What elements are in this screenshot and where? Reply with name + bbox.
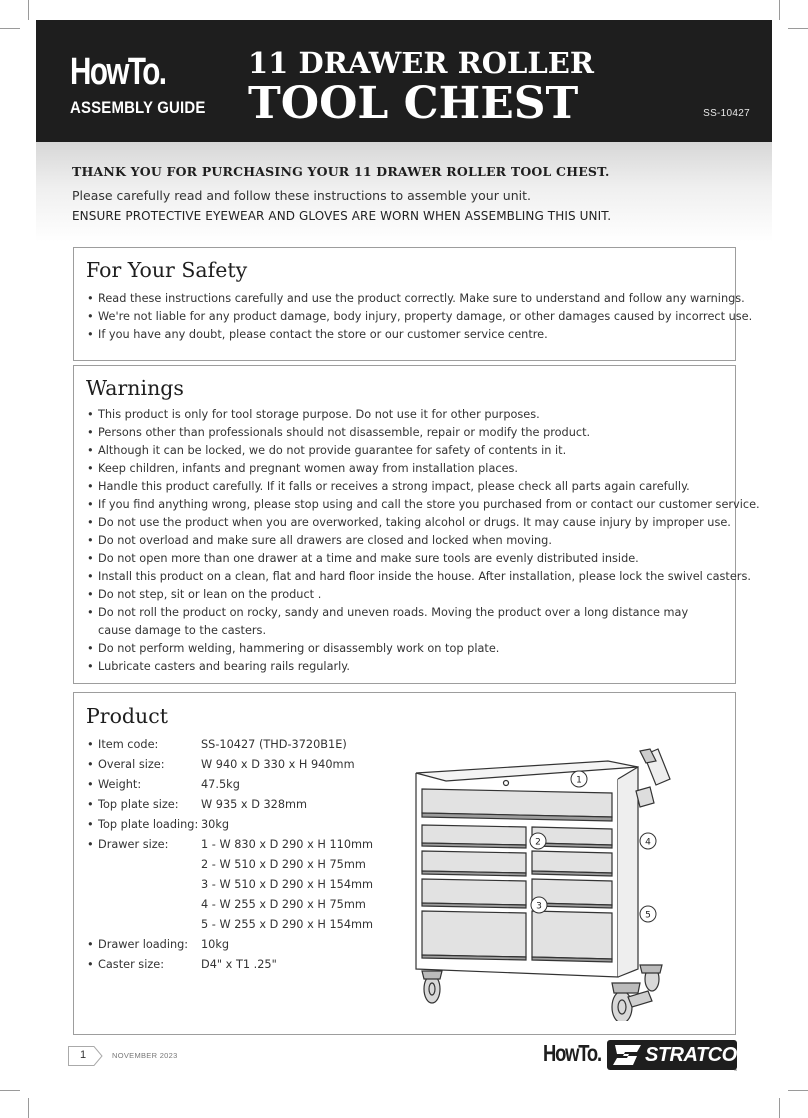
list-item: • Do not use the product when you are overworked, taking alcohol or drugs. It may cause injury by improper use. <box>87 514 760 532</box>
list-item: • Do not overload and make sure all drawers are closed and locked when moving. <box>87 532 760 550</box>
list-item: • If you find anything wrong, please stop using and call the store you purchased from or contact our customer service. <box>87 496 760 514</box>
crop-mark <box>779 1098 780 1118</box>
title-line-2: TOOL CHEST <box>248 78 579 129</box>
spec-value: 10kg <box>201 938 230 951</box>
crop-mark <box>28 1098 29 1118</box>
callout-1: 1 <box>576 775 582 786</box>
list-item: • If you have any doubt, please contact the store or our customer service centre. <box>87 326 752 344</box>
list-item: • This product is only for tool storage purpose. Do not use it for other purposes. <box>87 406 760 424</box>
spec-label: • Drawer loading: <box>98 938 188 951</box>
spec-row <box>87 738 387 758</box>
warnings-box <box>73 365 760 684</box>
spec-value: 5 - W 255 x D 290 x H 154mm <box>201 918 374 931</box>
spec-row-continued <box>87 918 387 938</box>
intro-section <box>72 164 752 223</box>
spec-row-continued <box>87 898 387 918</box>
list-item: • Do not perform welding, hammering or disassembly work on top plate. <box>87 640 760 658</box>
spec-row <box>87 838 387 858</box>
product-box <box>73 692 736 1035</box>
intro-warning: ENSURE PROTECTIVE EYEWEAR AND GLOVES ARE WORN WHEN ASSEMBLING THIS UNIT. <box>72 209 612 223</box>
spec-row <box>87 758 387 778</box>
crop-mark <box>0 1090 20 1091</box>
spec-label: • Overal size: <box>98 758 165 771</box>
stratco-wordmark: STRATCO <box>645 1044 737 1066</box>
logo-main-text: HowTo. <box>70 51 166 93</box>
crop-mark <box>788 1090 808 1091</box>
list-item: • Do not open more than one drawer at a time and make sure tools are evenly distributed inside. <box>87 550 760 568</box>
page-number-tab <box>68 1046 104 1066</box>
spec-value: 3 - W 510 x D 290 x H 154mm <box>201 878 374 891</box>
stratco-logo <box>607 1040 737 1070</box>
header-banner <box>36 20 772 142</box>
spec-row <box>87 778 387 798</box>
crop-mark <box>0 28 20 29</box>
spec-value: D4" x T1 .25" <box>201 958 277 971</box>
logo-sub-text: ASSEMBLY GUIDE <box>70 98 206 117</box>
safety-box <box>73 247 753 361</box>
spec-label: • Drawer size: <box>98 838 168 851</box>
footer-howto-logo: HowTo. <box>543 1040 601 1066</box>
spec-value: 47.5kg <box>201 778 240 791</box>
spec-value: 2 - W 510 x D 290 x H 75mm <box>201 858 366 871</box>
list-item: • Lubricate casters and bearing rails regularly. <box>87 658 760 676</box>
spec-value: W 940 x D 330 x H 940mm <box>201 758 355 771</box>
spec-value: SS-10427 (THD-3720B1E) <box>201 738 347 751</box>
warnings-title: Warnings <box>86 376 184 400</box>
safety-title: For Your Safety <box>86 258 248 282</box>
spec-row <box>87 798 387 818</box>
spec-label: • Item code: <box>98 738 158 751</box>
list-item: • Do not step, sit or lean on the product . <box>87 586 760 604</box>
list-item: • Persons other than professionals should not disassemble, repair or modify the product. <box>87 424 760 442</box>
tool-chest-drawing <box>408 721 728 1021</box>
trademark-symbol: ™ <box>733 1069 738 1075</box>
intro-line: Please carefully read and follow these instructions to assemble your unit. <box>72 188 531 203</box>
publish-date: NOVEMBER 2023 <box>112 1051 178 1060</box>
howto-logo <box>70 51 206 118</box>
list-item: • We're not liable for any product damage, body injury, property damage, or other damages caused by incorrect use. <box>87 308 752 326</box>
list-item: • Although it can be locked, we do not provide guarantee for safety of contents in it. <box>87 442 760 460</box>
spec-row <box>87 818 387 838</box>
crop-mark <box>28 0 29 20</box>
document-title <box>248 46 594 128</box>
spec-value: 1 - W 830 x D 290 x H 110mm <box>201 838 374 851</box>
callout-2: 2 <box>535 837 541 848</box>
crop-mark <box>788 28 808 29</box>
spec-label: • Top plate loading: <box>98 818 198 831</box>
warnings-list <box>87 406 760 676</box>
callout-3: 3 <box>536 901 542 912</box>
list-item: • Read these instructions carefully and use the product correctly. Make sure to understand and follow any warnings. <box>87 290 752 308</box>
crop-mark <box>779 0 780 20</box>
list-item: • Keep children, infants and pregnant women away from installation places. <box>87 460 760 478</box>
spec-value: 30kg <box>201 818 230 831</box>
page-number: 1 <box>80 1049 87 1061</box>
title-line-1: 11 DRAWER ROLLER <box>248 46 594 80</box>
product-title: Product <box>86 704 168 728</box>
list-item: • Handle this product carefully. If it falls or receives a strong impact, please check all parts again carefully. <box>87 478 760 496</box>
spec-value: W 935 x D 328mm <box>201 798 308 811</box>
product-code: SS-10427 <box>703 108 750 119</box>
spec-row <box>87 938 387 958</box>
list-item: • Do not roll the product on rocky, sandy and uneven roads. Moving the product over a long distance may cause damage to the casters. <box>87 604 717 640</box>
intro-heading: THANK YOU FOR PURCHASING YOUR 11 DRAWER ROLLER TOOL CHEST. <box>72 164 610 179</box>
spec-row <box>87 958 387 978</box>
spec-value: 4 - W 255 x D 290 x H 75mm <box>201 898 366 911</box>
spec-label: • Top plate size: <box>98 798 179 811</box>
spec-label: • Weight: <box>98 778 141 791</box>
list-item: • Install this product on a clean, flat and hard floor inside the house. After installation, please lock the swivel casters. <box>87 568 760 586</box>
spec-row-continued <box>87 878 387 898</box>
spec-label: • Caster size: <box>98 958 164 971</box>
spec-list <box>87 738 387 978</box>
callout-5: 5 <box>645 910 651 921</box>
stratco-mark-icon <box>611 1040 647 1070</box>
safety-list <box>87 290 752 344</box>
callout-4: 4 <box>645 837 651 848</box>
spec-row-continued <box>87 858 387 878</box>
